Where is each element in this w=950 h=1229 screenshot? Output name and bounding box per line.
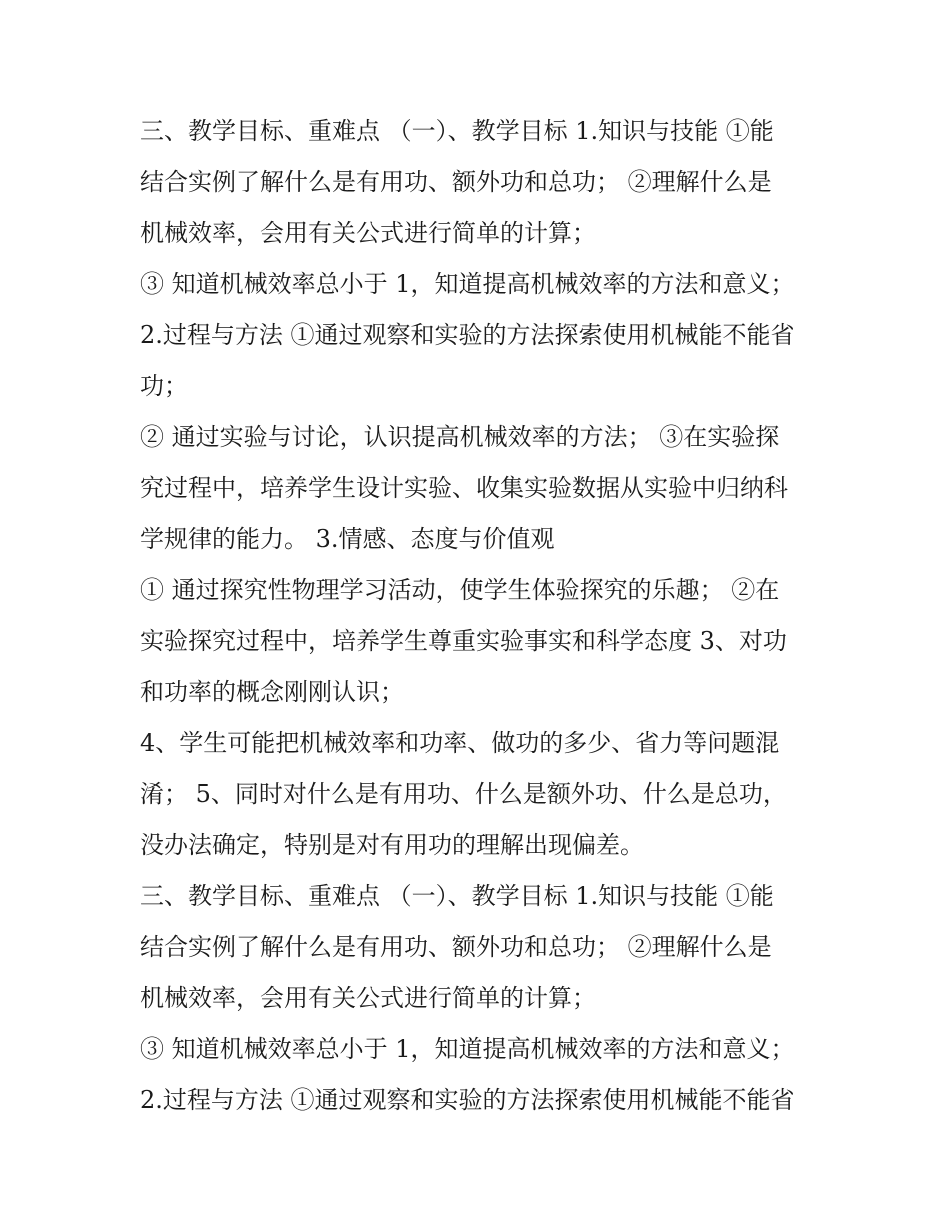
text-line: 2.过程与方法 ①通过观察和实验的方法探索使用机械能不能省 <box>140 1086 795 1114</box>
body-text <box>140 106 820 1126</box>
text-line: ② 通过实验与讨论，认识提高机械效率的方法； ③在实验探 <box>140 423 780 451</box>
text-line: 实验探究过程中，培养学生尊重实验事实和科学态度 3、对功 <box>140 627 787 655</box>
text-line: 淆； 5、同时对什么是有用功、什么是额外功、什么是总功， <box>140 780 787 808</box>
text-line: 结合实例了解什么是有用功、额外功和总功； ②理解什么是 <box>140 933 772 961</box>
text-line: 三、教学目标、重难点 （一）、教学目标 1.知识与技能 ①能 <box>140 117 774 145</box>
text-line: 三、教学目标、重难点 （一）、教学目标 1.知识与技能 ①能 <box>140 882 774 910</box>
text-line: ③ 知道机械效率总小于 1，知道提高机械效率的方法和意义； <box>140 270 795 298</box>
text-line: 4、学生可能把机械效率和功率、做功的多少、省力等问题混 <box>140 729 780 757</box>
text-line: 机械效率，会用有关公式进行简单的计算； <box>140 984 596 1012</box>
text-line: 和功率的概念刚刚认识； <box>140 678 404 706</box>
text-line: 结合实例了解什么是有用功、额外功和总功； ②理解什么是 <box>140 168 772 196</box>
text-line: 2.过程与方法 ①通过观察和实验的方法探索使用机械能不能省 <box>140 321 795 349</box>
text-line: 功； <box>140 372 188 400</box>
text-line: 究过程中，培养学生设计实验、收集实验数据从实验中归纳科 <box>140 474 788 502</box>
text-line: 机械效率，会用有关公式进行简单的计算； <box>140 219 596 247</box>
text-line: ① 通过探究性物理学习活动，使学生体验探究的乐趣； ②在 <box>140 576 780 604</box>
text-line: ③ 知道机械效率总小于 1，知道提高机械效率的方法和意义； <box>140 1035 795 1063</box>
text-line: 没办法确定，特别是对有用功的理解出现偏差。 <box>140 831 644 859</box>
text-line: 学规律的能力。 3.情感、态度与价值观 <box>140 525 555 553</box>
